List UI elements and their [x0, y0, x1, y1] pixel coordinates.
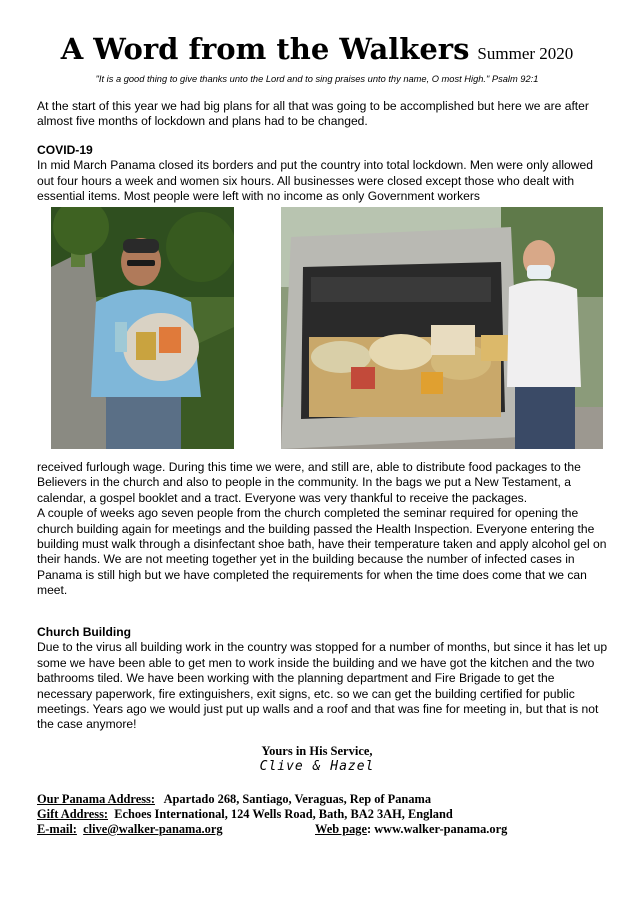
intro-text: At the start of this year we had big plans for all that was going to be accomplished but here we are after almost five months of lockdown and plans had to be changed.	[37, 99, 589, 129]
photo-man-holding-food-bag-image	[51, 207, 234, 449]
covid-paragraph-1: In mid March Panama closed its borders and put the country into total lockdown. Men were only allowed out four hours a week and women six hours. All businesses were closed except those who dealt with essential items. Most people were left with no income as only Government workers	[37, 158, 593, 204]
panama-address-line	[37, 791, 609, 807]
covid-paragraph-2: A couple of weeks ago seven people from the church completed the seminar required for opening the church building again for meetings and the building passed the Health Inspection. Everyone entering the building must walk through a disinfectant shoe bath, have their temperature taken and apply alcohol gel on their hands. We are not meeting together yet in the building because the number of infected cases in Panama is still high but we have completed the requirements for when the time does come that we can meet.	[37, 506, 607, 598]
covid-section-bottom	[37, 460, 609, 599]
covid-heading: COVID-19	[37, 143, 93, 157]
web-page	[315, 821, 507, 837]
gift-address-line	[37, 806, 609, 822]
covid-section-top	[37, 143, 609, 205]
panama-address-value: Apartado 268, Santiago, Veraguas, Rep of Panama	[163, 792, 432, 806]
closing-line: Yours in His Service,	[261, 744, 373, 758]
photo-man-holding-food-bag	[51, 207, 234, 449]
email-link[interactable]: clive@walker-panama.org	[83, 822, 223, 836]
web-page-link[interactable]: : www.walker-panama.org	[366, 822, 508, 836]
web-page-label: Web page	[315, 822, 367, 836]
church-building-section	[37, 625, 609, 733]
photo-car-trunk-food-packages-image	[281, 207, 603, 449]
issue-season: Summer 2020	[477, 44, 574, 63]
intro-paragraph	[37, 99, 609, 130]
covid-paragraph-1-continued: received furlough wage. During this time we were, and still are, able to distribute food packages to the Believers in the church and also to people in the community. In the bags we put a New Testament, a calendar, a gospel booklet and a tract. Everyone was very thankful to receive the packages.	[37, 460, 581, 505]
scripture-quote: "It is a good thing to give thanks unto the Lord and to sing praises unto thy name, O most High." Psalm 92:1	[95, 74, 539, 84]
masthead	[0, 32, 634, 66]
church-building-paragraph: Due to the virus all building work in the country was stopped for a number of months, but since it has let up some we have been able to get men to work inside the building and we have got the kitchen and the two bathrooms tiled. We have been working with the planning department and Fire Brigade to get the necessary paperwork, fire extinguishers, exit signs, etc. so we can get the building certified for public meetings. Years ago we would just put up walls and a roof and that was fine for meeting in, but that is not the case anymore!	[37, 640, 608, 732]
church-building-heading: Church Building	[37, 625, 132, 639]
signature-names: Clive & Hazel	[259, 759, 375, 774]
newsletter-title: A Word from the Walkers	[60, 32, 470, 66]
gift-address-value: Echoes International, 124 Wells Road, Bath, BA2 3AH, England	[114, 807, 453, 821]
email-web-line	[37, 821, 609, 837]
gift-address-label: Gift Address:	[37, 807, 109, 821]
email-label: E-mail:	[37, 822, 77, 836]
photo-car-trunk-food-packages	[281, 207, 603, 449]
panama-address-label: Our Panama Address:	[37, 792, 155, 806]
